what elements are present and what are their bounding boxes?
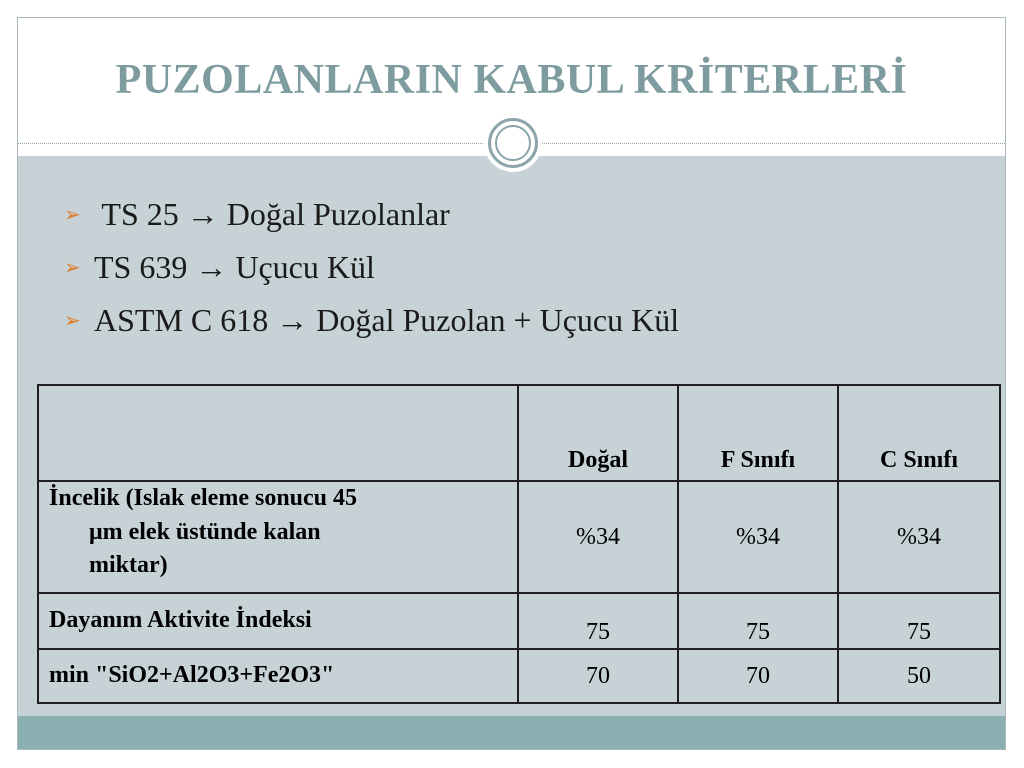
table-row	[38, 593, 1000, 649]
table-cell: 75	[518, 593, 678, 649]
table-header-row	[38, 385, 1000, 481]
table-cell: %34	[518, 481, 678, 593]
row-label-line: μm elek üstünde kalan	[89, 518, 321, 545]
bullet-text: TS 25 → Doğal Puzolanlar	[94, 196, 450, 232]
table-row	[38, 649, 1000, 703]
row-label-activity-index: Dayanım Aktivite İndeksi	[38, 593, 518, 649]
bullet-item	[64, 241, 679, 294]
table-cell: 70	[518, 649, 678, 703]
slide-title: PUZOLANLARIN KABUL KRİTERLERİ	[115, 57, 908, 103]
table-header-c-class: C Sınıfı	[838, 385, 1000, 481]
row-label-line: İncelik (Islak eleme sonucu 45	[49, 485, 358, 511]
bullet-text: ASTM C 618 → Doğal Puzolan + Uçucu Kül	[94, 302, 680, 338]
circle-ornament-icon	[488, 118, 538, 168]
table-header-f-class: F Sınıfı	[678, 385, 838, 481]
table-cell: 75	[678, 593, 838, 649]
slide	[17, 17, 1006, 750]
arrow-bullet-icon: ➢	[64, 256, 81, 279]
table-cell: 70	[678, 649, 838, 703]
bullet-list	[64, 188, 679, 347]
table-header-empty	[38, 385, 518, 481]
arrow-bullet-icon: ➢	[64, 203, 81, 226]
table-cell: %34	[678, 481, 838, 593]
criteria-table	[37, 384, 1001, 704]
bullet-item	[64, 188, 679, 241]
footer-band	[18, 716, 1005, 750]
row-label-fineness	[38, 481, 518, 593]
bullet-text: TS 639 → Uçucu Kül	[94, 249, 375, 285]
table-row	[38, 481, 1000, 593]
table-cell: 50	[838, 649, 1000, 703]
table-header-dogal: Doğal	[518, 385, 678, 481]
table-cell: %34	[838, 481, 1000, 593]
arrow-bullet-icon: ➢	[64, 309, 81, 332]
row-label-line: miktar)	[89, 552, 168, 579]
row-label-oxide-sum: min "SiO2+Al2O3+Fe2O3"	[38, 649, 518, 703]
table-cell: 75	[838, 593, 1000, 649]
bullet-item	[64, 294, 679, 347]
